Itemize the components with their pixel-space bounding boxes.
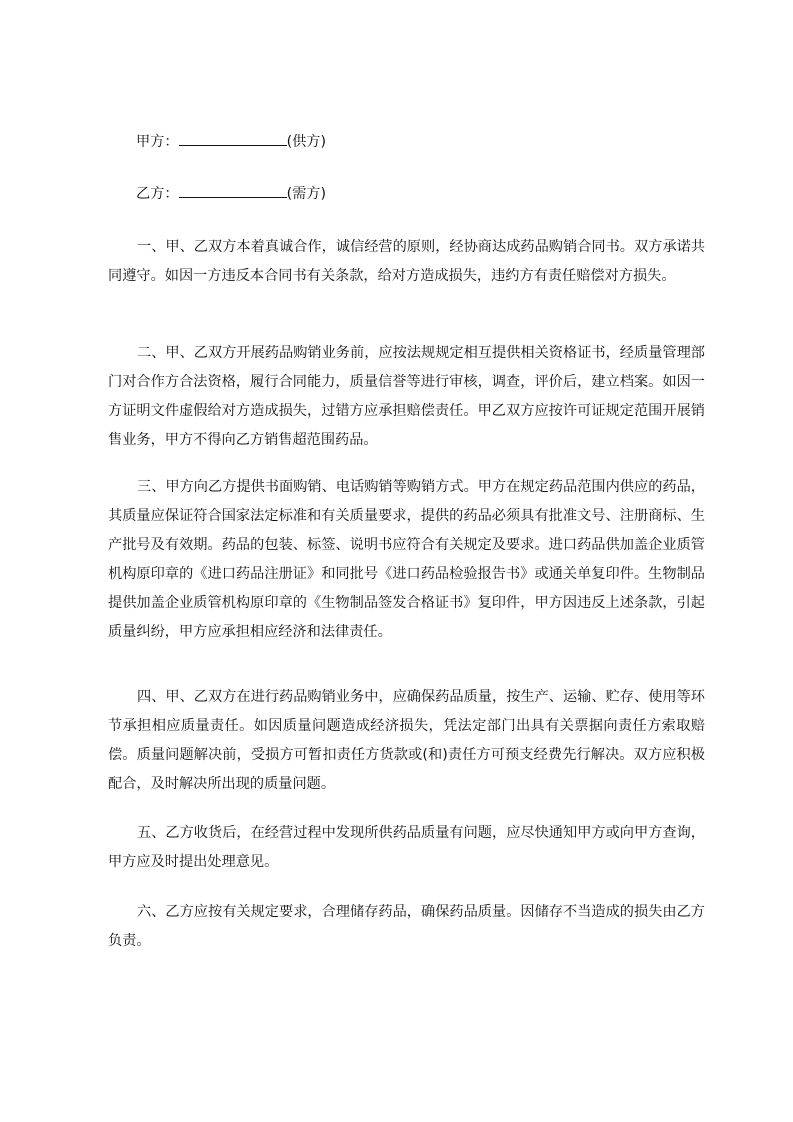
party-a-label: 甲方： bbox=[136, 134, 179, 150]
party-a-blank bbox=[179, 131, 287, 146]
clause-1: 一、甲、乙双方本着真诚合作，诚信经营的原则，经协商达成药品购销合同书。双方承诺共同遵守。如因一方违反本合同书有关条款，给对方造成损失，违约方有责任赔偿对方损失。 bbox=[108, 239, 705, 284]
party-b-label: 乙方： bbox=[136, 186, 179, 202]
party-b-blank bbox=[179, 183, 287, 198]
clause-6: 六、乙方应按有关规定要求，合理储存药品，确保药品质量。因储存不当造成的损失由乙方负责。 bbox=[108, 904, 705, 949]
party-b-role: (需方) bbox=[286, 186, 327, 202]
clause-5: 五、乙方收货后，在经营过程中发现所供药品质量有问题，应尽快通知甲方或向甲方查询，甲方应及时提出处理意见。 bbox=[108, 825, 705, 870]
party-a-role: (供方) bbox=[286, 134, 327, 150]
clause-2: 二、甲、乙双方开展药品购销业务前，应按法规规定相互提供相关资格证书，经质量管理部门对合作方合法资格，履行合同能力，质量信誉等进行审核，调查，评价后，建立档案。如因一方证明文件虚假给对方造成损失，过错方应承担赔偿责任。甲乙双方应按许可证规定范围开展销售业务，甲方不得向乙方销售超范围药品。 bbox=[108, 345, 705, 448]
party-b-line bbox=[136, 183, 326, 204]
clause-3: 三、甲方向乙方提供书面购销、电话购销等购销方式。甲方在规定药品范围内供应的药品，其质量应保证符合国家法定标准和有关质量要求，提供的药品必须具有批准文号、注册商标、生产批号及有效期。药品的包装、标签、说明书应符合有关规定及要求。进口药品供加盖企业质管机构原印章的《进口药品注册证》和同批号《进口药品检验报告书》或通关单复印件。生物制品提供加盖企业质管机构原印章的《生物制品签发合格证书》复印件，甲方因违反上述条款，引起质量纠纷，甲方应承担相应经济和法律责任。 bbox=[108, 479, 705, 640]
clause-4: 四、甲、乙双方在进行药品购销业务中，应确保药品质量，按生产、运输、贮存、使用等环节承担相应质量责任。如因质量问题造成经济损失，凭法定部门出具有关票据向责任方索取赔偿。质量问题解决前，受损方可暂扣责任方货款或(和)责任方可预支经费先行解决。双方应积极配合，及时解决所出现的质量问题。 bbox=[108, 689, 705, 792]
party-a-line bbox=[136, 131, 326, 152]
